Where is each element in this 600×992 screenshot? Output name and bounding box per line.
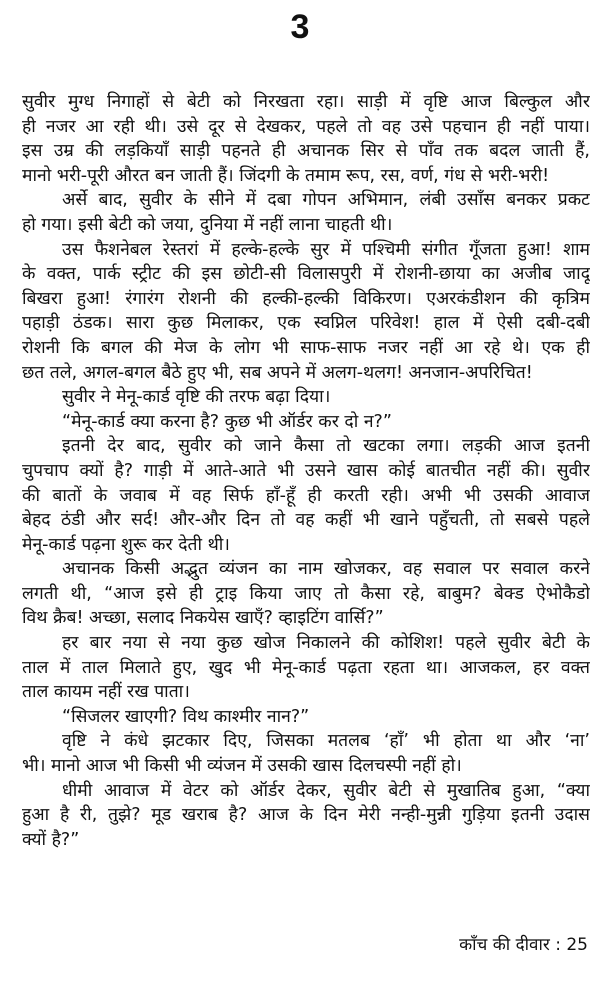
text-line: के वक्त, पार्क स्ट्रीट की इस छोटी-सी विलासपुरी में रोशनी-छाया का अजीब जादू [22,264,590,285]
text-line: हुआ है री, तुझे? मूड खराब है? आज के दिन मेरी नन्ही-मुन्नी गुड़िया इतनी उदास [22,805,590,826]
text-line: इतनी देर बाद, सुवीर को जाने कैसा तो खटका लगा। लड़की आज इतनी [62,436,590,457]
text-line: चुपचाप क्यों है? गाड़ी में आते-आते भी उसने खास कोई बातचीत नहीं की। सुवीर [22,460,590,481]
text-line: ताल में ताल मिलाते हुए, खुद भी मेनू-कार्ड पढ़ता रहता था। आजकल, हर वक्त [22,657,590,678]
chapter-number: 3 [290,8,310,46]
text-line: पहाड़ी ठंडक। सारा कुछ मिलाकर, एक स्वप्निल परिवेश! हाल में ऐसी दबी-दबी [22,313,590,334]
text-line: ही नजर आ रही थी। उसे दूर से देखकर, पहले तो वह उसे पहचान ही नहीं पाया। [22,116,590,137]
text-line: उस फैशनेबल रेस्तरां में हल्के-हल्के सुर में पश्चिमी संगीत गूँजता हुआ! शाम [62,239,590,260]
text-line: भी। मानो आज भी किसी भी व्यंजन में उसकी खास दिलचस्पी नहीं हो। [22,756,462,777]
text-line: वृष्टि ने कंधे झटकार दिए, जिसका मतलब ‘हाँ’ भी होता था और ‘ना’ [62,731,590,752]
text-line: “मेनू-कार्ड क्या करना है? कुछ भी ऑर्डर कर दो न?” [62,411,392,432]
text-line: “सिजलर खाएगी? विथ काश्मीर नान?” [62,706,310,727]
text-line: की बातों के जवाब में वह सिर्फ हाँ-हूँ ही करती रही। अभी भी उसकी आवाज [22,485,590,506]
body-text [22,90,590,852]
text-line: छत तले, अगल-बगल बैठे हुए भी, सब अपने में अलग-थलग! अनजान-अपरिचित! [22,362,533,383]
text-line: अचानक किसी अद्भुत व्यंजन का नाम खोजकर, वह सवाल पर सवाल करने [62,559,590,580]
page-footer: काँच की दीवार : 25 [459,935,588,955]
text-line: विथ क्रैब! अच्छा, सलाद निकयेस खाएँ? व्हाइटिंग वार्सि?” [22,608,384,629]
text-line: रोशनी कि बगल की मेज के लोग भी साफ-साफ नजर नहीं आ रहे थे। एक ही [22,337,590,358]
text-line: क्यों है?” [22,829,80,850]
text-line: धीमी आवाज में वेटर को ऑर्डर देकर, सुवीर बेटी से मुखातिब हुआ, “क्या [62,780,590,801]
text-line: सुवीर ने मेनू-कार्ड वृष्टि की तरफ बढ़ा दिया। [62,387,331,408]
text-line: हो गया। इसी बेटी को जया, दुनिया में नहीं लाना चाहती थी। [22,214,393,235]
text-line: मेनू-कार्ड पढ़ना शुरू कर देती थी। [22,534,230,555]
text-line: सुवीर मुग्ध निगाहों से बेटी को निरखता रहा। साड़ी में वृष्टि आज बिल्कुल और [22,92,590,112]
text-line: अर्से बाद, सुवीर के सीने में दबा गोपन अभिमान, लंबी उसाँस बनकर प्रकट [62,190,590,211]
text-line: इस उम्र की लड़कियाँ साड़ी पहनते ही अचानक सिर से पाँव तक बदल जाती हैं, [22,141,590,162]
text-line: हर बार नया से नया कुछ खोज निकालने की कोशिश! पहले सुवीर बेटी के [62,633,590,654]
text-line: बिखरा हुआ! रंगारंग रोशनी की हल्की-हल्की विकिरण। एअरकंडीशन की कृत्रिम [22,288,590,309]
text-line: ताल कायम नहीं रख पाता। [22,682,190,703]
text-line: लगती थी, “आज इसे ही ट्राइ किया जाए तो कैसा रहे, बाबुम? बेक्ड ऐभोकैडो [22,583,590,604]
text-line: बेहद ठंडी और सर्द! और-और दिन तो वह कहीं भी खाने पहुँचती, तो सबसे पहले [22,510,590,531]
text-line: मानो भरी-पूरी औरत बन जाती हैं। जिंदगी के तमाम रूप, रस, वर्ण, गंध से भरी-भरी! [22,165,550,186]
